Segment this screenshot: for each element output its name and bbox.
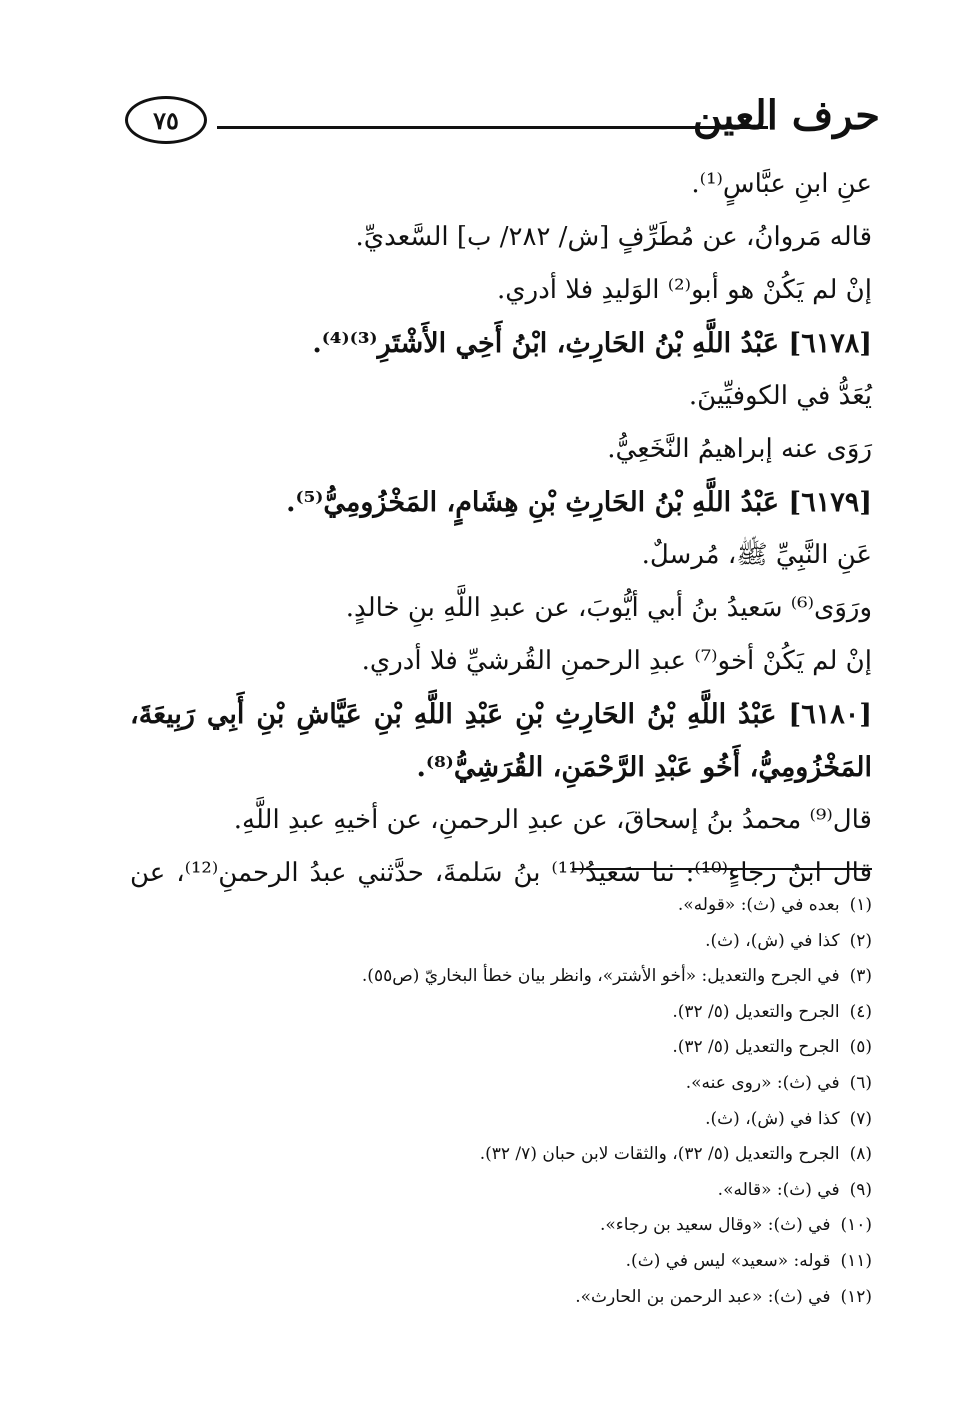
footnote (100, 1280, 872, 1316)
entry-heading-6179: [٦١٧٩] عَبْدُ اللَّهِ بْنُ الحَارِثِ بْنِ هِشَامٍ، المَخْزُومِيُّ⁽⁵⁾. (286, 487, 872, 518)
text-line: يُعَدُّ في الكوفيِّينَ. (688, 381, 872, 411)
footnote-text: في (ث): «عبد الرحمن بن الحارث». (575, 1286, 831, 1307)
footnote (100, 924, 872, 960)
footnote-number: (٦) (849, 1072, 872, 1093)
footnote-text: في (ث): «وقال سعيد بن رجاء». (600, 1215, 831, 1236)
footnote (100, 1066, 872, 1102)
text-line: قال⁽⁹⁾ محمدُ بنُ إسحاقَ، عن عبدِ الرحمنِ، عن أخيهِ عبدِ اللَّهِ. (233, 805, 872, 835)
text-line: إنْ لم يَكُنْ هو أبو⁽²⁾ الوَليدِ فلا أدري. (497, 275, 872, 305)
footnote (100, 1173, 872, 1209)
main-text (130, 158, 872, 900)
footnote (100, 1030, 872, 1066)
text-line: عنِ ابنِ عبَّاسٍ⁽¹⁾. (691, 169, 872, 199)
text-line: عَنِ النَّبِيِّ ﷺ، مُرسلٌ. (641, 540, 872, 570)
entry-heading-6178: [٦١٧٨] عَبْدُ اللَّهِ بْنُ الحَارِثِ، ابْنُ أَخِي الأَشْتَرِ⁽³⁾⁽⁴⁾. (312, 328, 872, 359)
text-line: رَوَى عنه إبراهيمُ النَّخَعِيُّ. (607, 434, 872, 464)
footnote-number: (٨) (849, 1144, 872, 1165)
entry-heading-6180: [٦١٨٠] عَبْدُ اللَّهِ بْنُ الحَارِثِ بْنِ عَبْدِ اللَّهِ بْنِ عَيَّاشِ بْنِ أَبِي رَبِيعَةَ، (130, 699, 872, 730)
chapter-title: حرف العين (692, 92, 880, 139)
footnote-number: (٢) (849, 930, 872, 951)
footnote-number: (٧) (849, 1108, 872, 1129)
footnote-text: في الجرح والتعديل: «أخو الأشتر»، وانظر بيان خطأ البخاريّ (ص٥٥). (361, 966, 840, 987)
footnote-text: في (ث): «روى عنه». (685, 1072, 840, 1093)
footnote (100, 1244, 872, 1280)
footnote-number: (٥) (849, 1037, 872, 1058)
footnote-number: (٤) (849, 1001, 872, 1022)
page-header (125, 88, 880, 148)
text-line: قاله مَروانُ، عن مُطَرِّفٍ [ش/ ٢٨٢/ ب] السَّعديِّ. (355, 222, 872, 252)
text-line: قال ابنُ رجاءٍ⁽¹⁰⁾: ثنا سَعيدُ⁽¹¹⁾ بنُ سَلمةَ، حدَّثني عبدُ الرحمنِ⁽¹²⁾، عن (130, 858, 872, 888)
footnote (100, 1137, 872, 1173)
footnote-text: الجرح والتعديل (٥/ ٣٢). (672, 1037, 840, 1058)
footnote (100, 1102, 872, 1138)
text-line: إنْ لم يَكُنْ أخو⁽⁷⁾ عبدِ الرحمنِ القُرشيِّ فلا أدري. (361, 646, 872, 676)
footnote-text: الجرح والتعديل (٥/ ٣٢). (672, 1001, 840, 1022)
footnote-text: في (ث): «قاله». (717, 1179, 840, 1200)
footnote-text: بعده في (ث): «قوله». (677, 895, 840, 915)
footnote (100, 1208, 872, 1244)
footnote-number: (١٠) (840, 1215, 872, 1236)
text-line: ورَوَى⁽⁶⁾ سَعيدُ بنُ أبي أيُّوبَ، عن عبدِ اللَّهِ بنِ خالدٍ. (345, 593, 872, 623)
footnote (100, 959, 872, 995)
footnote-text: الجرح والتعديل (٥/ ٣٢)، والثقات لابن حبان (٧/ ٣٢). (479, 1144, 840, 1165)
footnote-divider (572, 868, 872, 870)
footnote-number: (٩) (849, 1179, 872, 1200)
footnote-text: كذا في (ش)، (ث). (705, 1108, 840, 1129)
footnote-text: قوله: «سعيد» ليس في (ث). (625, 1250, 831, 1271)
footnote-number: (١٢) (840, 1286, 872, 1307)
header-rule (217, 126, 768, 129)
footnote (100, 995, 872, 1031)
page-number: ٧٥ (125, 96, 207, 144)
footnote (100, 888, 872, 924)
footnote-number: (١١) (840, 1250, 872, 1271)
entry-heading-6180-cont: المَخْزُومِيُّ، أَخُو عَبْدِ الرَّحْمَنِ، القُرَشِيُّ⁽⁸⁾. (416, 752, 872, 783)
footnote-number: (١) (849, 895, 872, 915)
footnote-text: كذا في (ش)، (ث). (705, 930, 840, 951)
footnote-number: (٣) (849, 966, 872, 987)
footnotes (100, 888, 872, 1315)
